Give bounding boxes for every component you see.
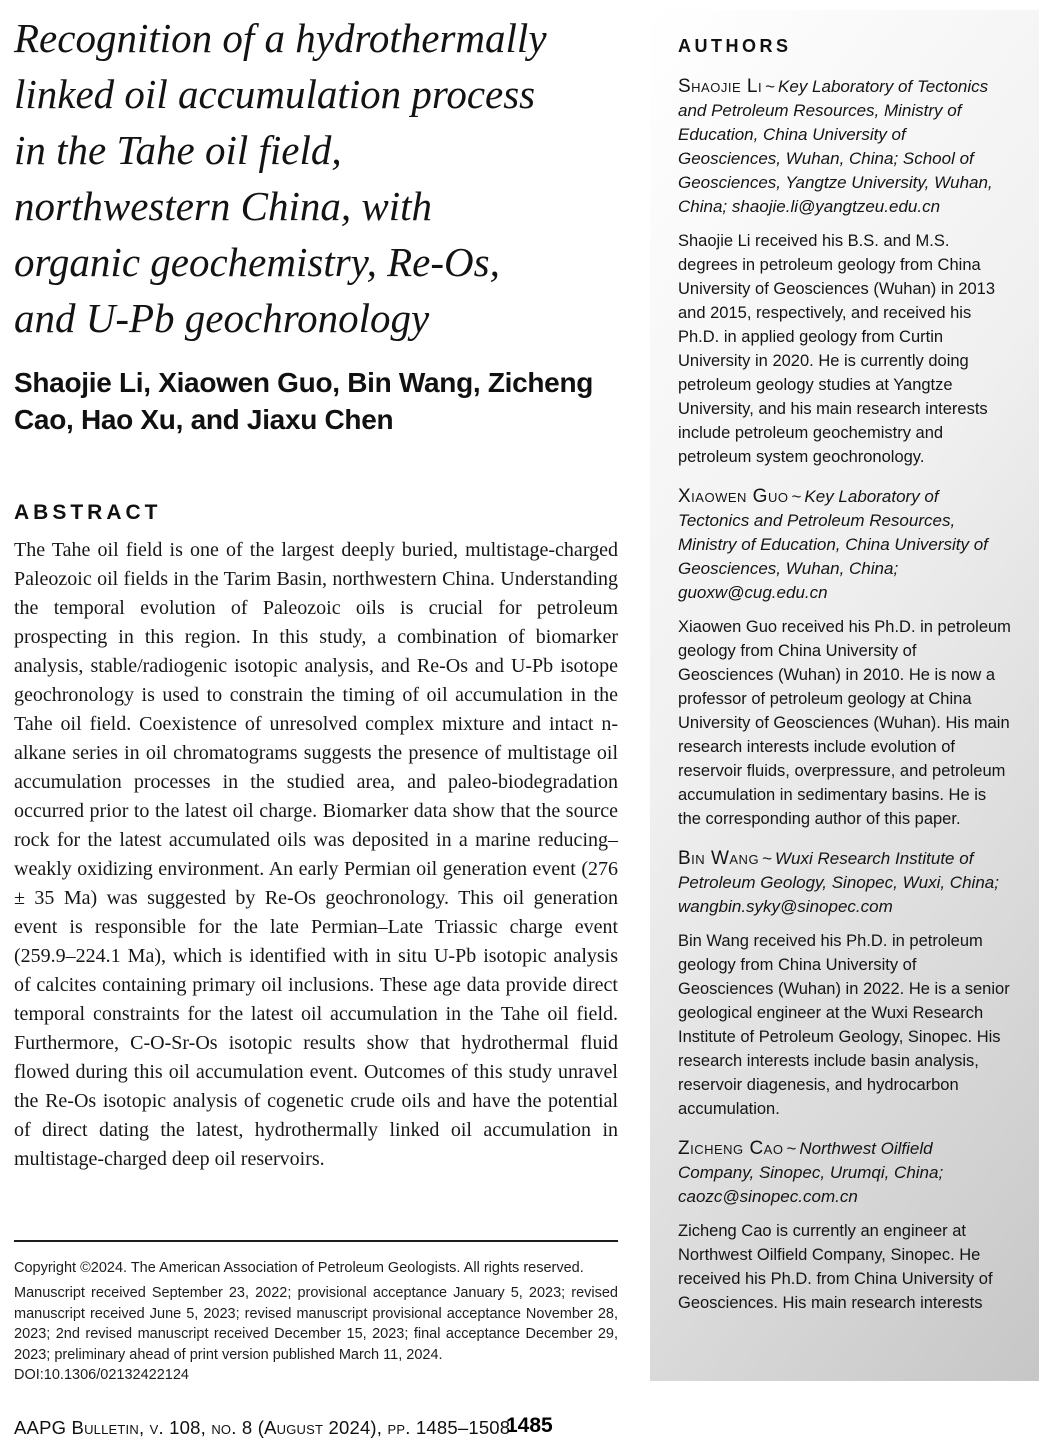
authors-sidebar-heading: AUTHORS (678, 36, 792, 56)
journal-citation: AAPG Bulletin, v. 108, no. 8 (August 2024), pp. 1485–1508 (14, 1417, 511, 1438)
author-entry (678, 75, 1011, 469)
manuscript-history-block (14, 1283, 618, 1386)
author-bio: Zicheng Cao is currently an engineer at Northwest Oilfield Company, Sinopec. He received his Ph.D. from China University of Geosciences. His main research interests (678, 1222, 993, 1312)
author-affiliation: Key Laboratory of Tectonics and Petroleum Resources, Ministry of Education, China University of Geosciences, Wuhan, China; School of Geosciences, Yangtze University, Wuhan, China; shaojie.li@yangtzeu.edu.cn (678, 77, 993, 216)
byline: Shaojie Li, Xiaowen Guo, Bin Wang, Zicheng Cao, Hao Xu, and Jiaxu Chen (14, 367, 594, 435)
manuscript-history: Manuscript received September 23, 2022; provisional acceptance January 5, 2023; revised manuscript received June 5, 2023; revised manuscript provisional acceptance November 28, 2023; 2nd revised manuscript received December 15, 2023; final acceptance December 29, 2023; preliminary ahead of print version published March 11, 2024. (14, 1285, 618, 1363)
article-title-line: linked oil accumulation process (14, 71, 536, 117)
author-affiliation: Wuxi Research Institute of Petroleum Geology, Sinopec, Wuxi, China; wangbin.syky@sinopec.com (678, 849, 999, 916)
author-affiliation: Northwest Oilfield Company, Sinopec, Urumqi, China; caozc@sinopec.com.cn (678, 1139, 944, 1206)
author-separator: ~ (762, 849, 772, 868)
author-affiliation: Key Laboratory of Tectonics and Petroleum Resources, Ministry of Education, China University of Geosciences, Wuhan, China; guoxw@cug.edu.cn (678, 487, 988, 602)
author-entry (678, 485, 1011, 831)
article-title (14, 10, 618, 346)
main-column (14, 0, 618, 1453)
copyright-line: Copyright ©2024. The American Association of Petroleum Geologists. All rights reserved. (14, 1260, 584, 1276)
article-title-line: northwestern China, with (14, 183, 433, 229)
article-title-line: in the Tahe oil field, (14, 127, 342, 173)
author-bio: Shaojie Li received his B.S. and M.S. degrees in petroleum geology from China University of Geosciences (Wuhan) in 2013 and 2015, respectively, and received his Ph.D. in applied geology from Curtin University in 2020. He is currently doing petroleum geology studies at Yangtze University, and his main research interests include petroleum geochemistry and petroleum system geochronology. (678, 232, 996, 466)
author-head (678, 75, 1011, 219)
author-bio: Bin Wang received his Ph.D. in petroleum geology from China University of Geosciences (Wuhan) in 2022. He is a senior geological engineer at the Wuxi Research Institute of Petroleum Geology, Sinopec. His research interests include basin analysis, reservoir diagenesis, and hydrocarbon accumulation. (678, 932, 1010, 1118)
page-number: 1485 (506, 1414, 553, 1437)
author-head (678, 847, 1011, 919)
author-separator: ~ (791, 487, 802, 506)
author-head (678, 1137, 1011, 1209)
author-separator: ~ (786, 1139, 797, 1158)
author-bio: Xiaowen Guo received his Ph.D. in petroleum geology from China University of Geosciences (Wuhan) in 2010. He is now a professor of petroleum geology at China University of Geosciences (Wuhan). His main research interests include evolution of reservoir fluids, overpressure, and petroleum accumulation in sedimentary basins. He is the corresponding author of this paper. (678, 618, 1011, 828)
doi: DOI:10.1306/02132422124 (14, 1367, 189, 1383)
author-entry (678, 1137, 1011, 1315)
author-name: Bin Wang (678, 848, 760, 869)
author-entry (678, 847, 1011, 1121)
authors-sidebar (650, 10, 1039, 1381)
abstract-heading: ABSTRACT (14, 501, 162, 524)
imprint-divider (14, 1240, 618, 1242)
author-head (678, 485, 1011, 605)
author-name: Zicheng Cao (678, 1138, 784, 1159)
article-title-line: Recognition of a hydrothermally (14, 15, 547, 61)
author-separator: ~ (765, 77, 776, 96)
author-name: Xiaowen Guo (678, 486, 789, 507)
author-name: Shaojie Li (678, 76, 763, 97)
abstract-text: The Tahe oil field is one of the largest deeply buried, multistage-charged Paleozoic oil fields in the Tarim Basin, northwestern China. Understanding the temporal evolution of Paleozoic oils is crucial for petroleum prospecting in this region. In this study, a combination of biomarker analysis, stable/radiogenic isotopic analysis, and Re-Os and U-Pb isotope geochronology is used to constrain the timing of oil accumulation in the Tahe oil field. Coexistence of unresolved complex mixture and intact n-alkane series in oil chromatograms suggests the presence of multistage oil accumulation processes in the studied area, and paleo-biodegradation occurred prior to the latest oil charge. Biomarker data show that the source rock for the latest accumulated oils was deposited in a marine reducing–weakly oxidizing environment. An early Permian oil generation event (276 ± 35 Ma) was suggested by Re-Os geochronology. This oil generation event is responsible for the late Permian–Late Triassic charge event (259.9–224.1 Ma), which is identified with in situ U-Pb isotopic analysis of calcites containing primary oil inclusions. These age data provide direct temporal constraints for the latest oil accumulation in the Tahe oil field. Furthermore, C-O-Sr-Os isotopic results show that hydrothermal fluid flowed during this oil accumulation event. Outcomes of this study unravel the Re-Os isotopic analysis of cogenetic crude oils and have the potential of direct dating the latest, hydrothermally linked oil accumulation in multistage-charged deep oil reservoirs. (14, 539, 618, 1170)
article-title-line: organic geochemistry, Re-Os, (14, 239, 500, 285)
article-title-line: and U-Pb geochronology (14, 295, 430, 341)
